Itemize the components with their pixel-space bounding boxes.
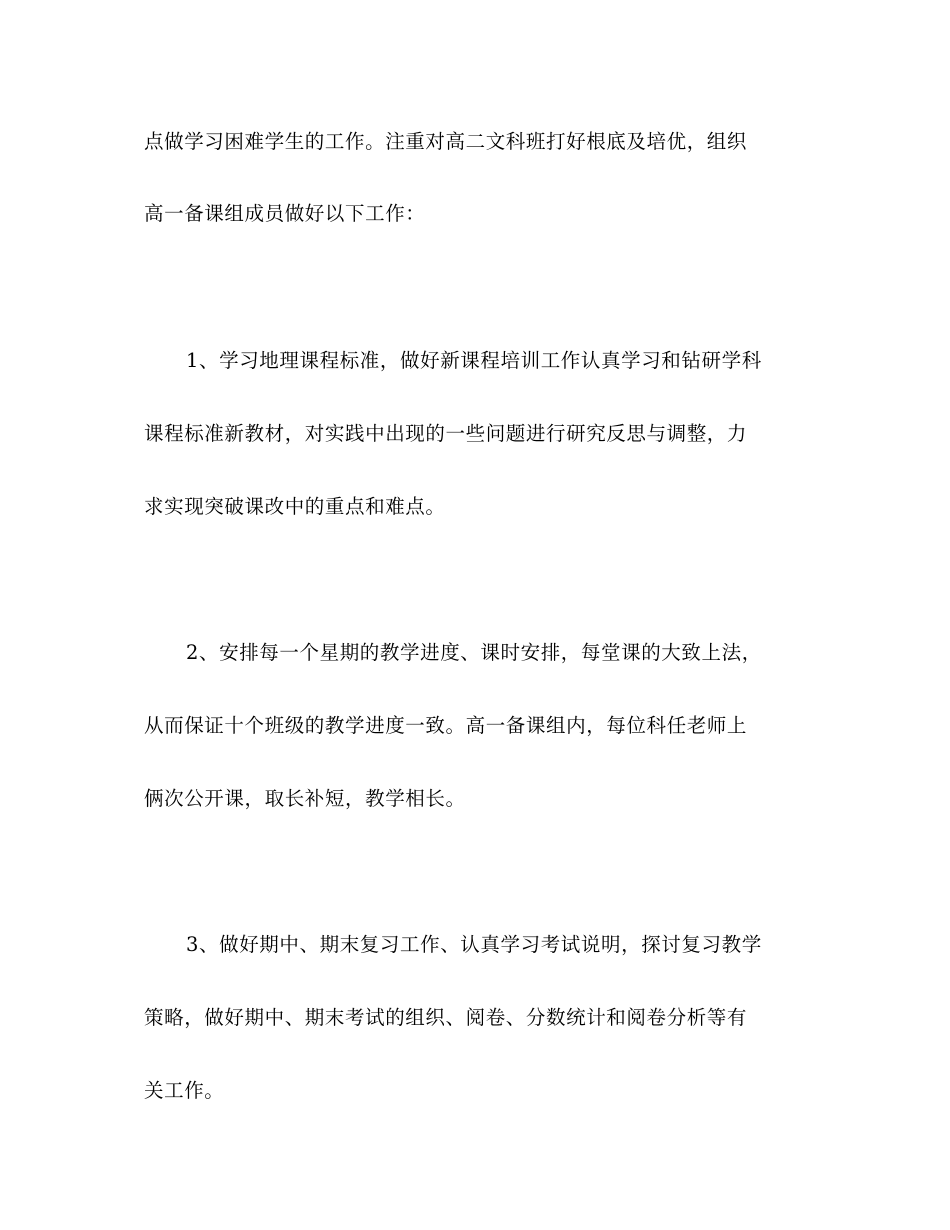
paragraph-line: 1、学习地理课程标准，做好新课程培训工作认真学习和钻研学科: [186, 349, 762, 372]
paragraph-line: 点做学习困难学生的工作。注重对高二文科班打好根底及培优，组织: [144, 130, 748, 153]
paragraph-line: 2、安排每一个星期的教学进度、课时安排，每堂课的大致上法，: [186, 641, 762, 664]
paragraph-line: 俩次公开课，取长补短，教学相长。: [144, 787, 466, 810]
paragraph-line: 高一备课组成员做好以下工作：: [144, 202, 426, 225]
paragraph-line: 关工作。: [144, 1079, 225, 1102]
paragraph-line: 策略，做好期中、期末考试的组织、阅卷、分数统计和阅卷分析等有: [144, 1006, 748, 1029]
paragraph-line: 求实现突破课改中的重点和难点。: [144, 495, 446, 518]
paragraph-line: 从而保证十个班级的教学进度一致。高一备课组内，每位科任老师上: [144, 714, 748, 737]
paragraph-line: 3、做好期中、期末复习工作、认真学习考试说明，探讨复习教学: [186, 933, 762, 956]
paragraph-line: 课程标准新教材，对实践中出现的一些问题进行研究反思与调整，力: [144, 422, 748, 445]
